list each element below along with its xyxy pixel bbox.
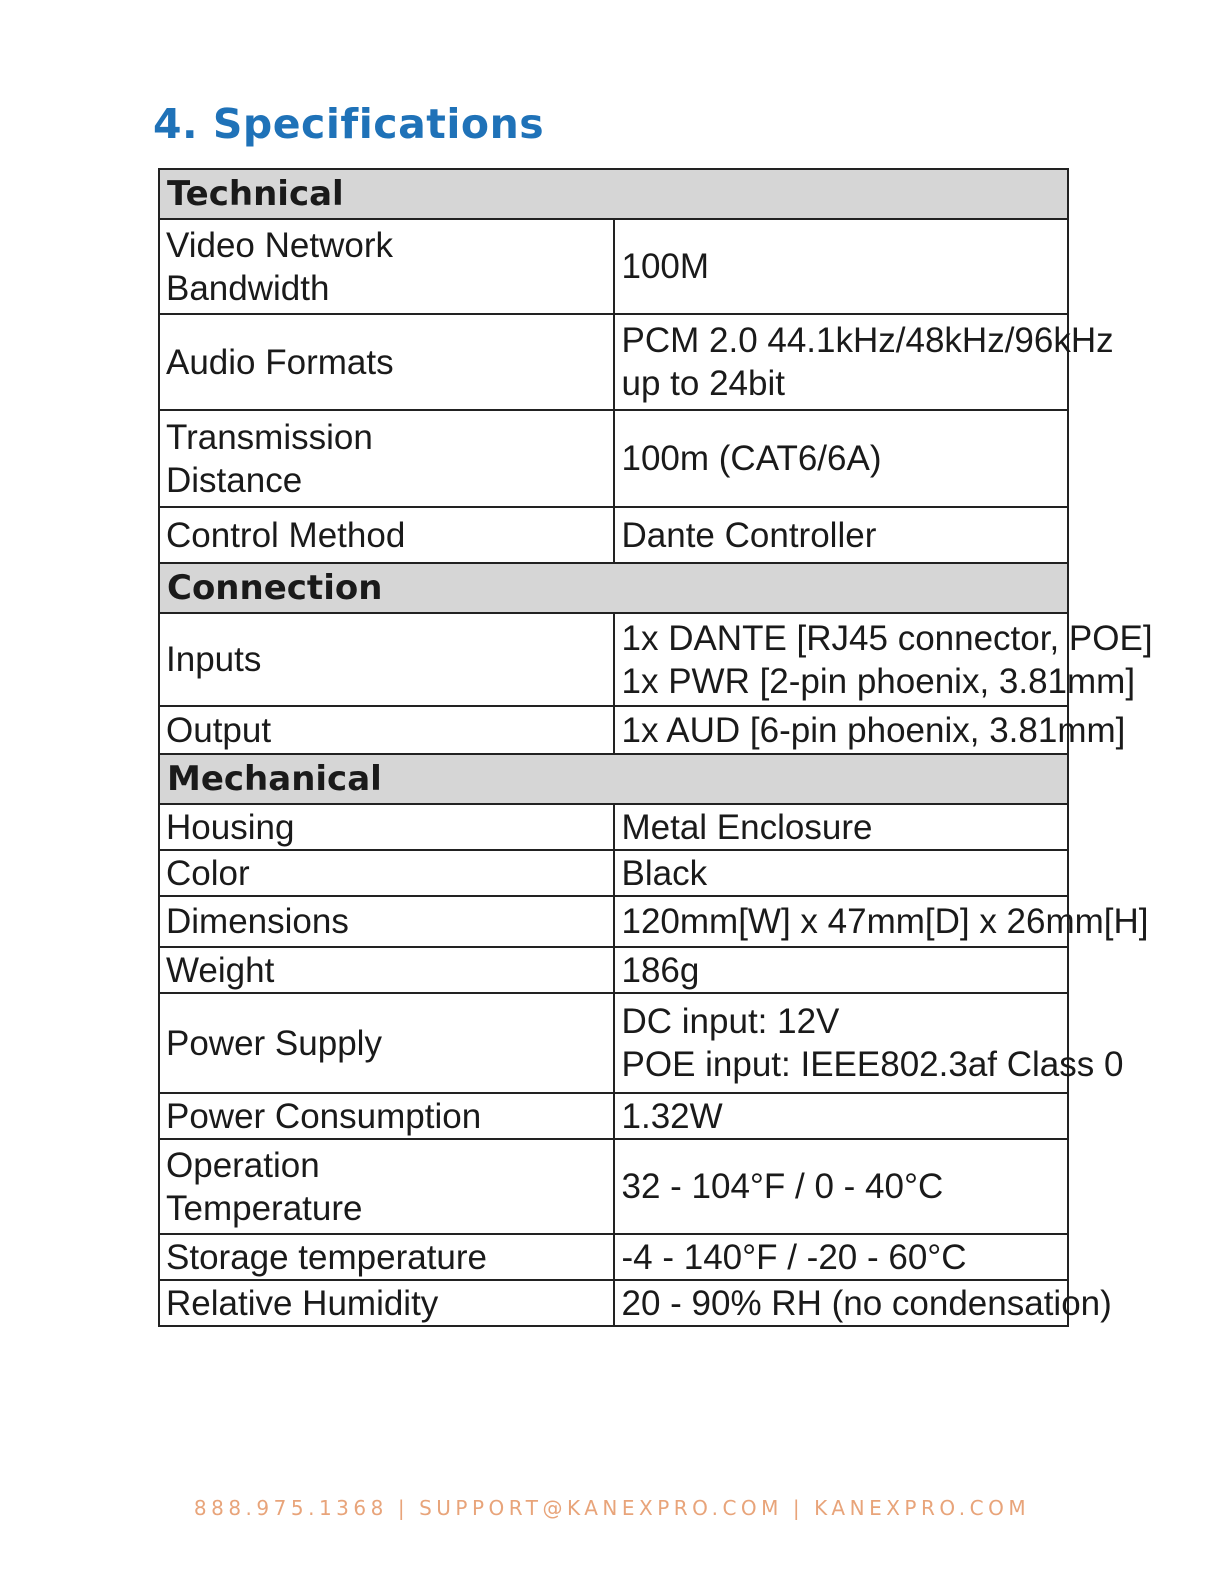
spec-label: Storage temperature xyxy=(159,1234,614,1280)
spec-value: 32 - 104°F / 0 - 40°C xyxy=(614,1139,1069,1234)
spec-row-operation-temperature xyxy=(159,1139,1068,1234)
footer-separator: | xyxy=(397,1496,410,1520)
footer-phone: 888.975.1368 xyxy=(193,1496,388,1520)
section-header-connection xyxy=(159,563,1068,613)
spec-row-control-method xyxy=(159,507,1068,563)
spec-value: Dante Controller xyxy=(614,507,1069,563)
spec-value: 100M xyxy=(614,219,1069,314)
spec-value: 1x DANTE [RJ45 connector, POE] 1x PWR [2-pin phoenix, 3.81mm] xyxy=(614,613,1069,706)
spec-row-storage-temperature xyxy=(159,1234,1068,1280)
spec-label: Transmission Distance xyxy=(159,410,614,507)
spec-label: Output xyxy=(159,706,614,754)
footer-separator: | xyxy=(792,1496,805,1520)
spec-value: 1.32W xyxy=(614,1093,1069,1139)
spec-row-color xyxy=(159,850,1068,896)
spec-label: Power Consumption xyxy=(159,1093,614,1139)
spec-row-weight xyxy=(159,947,1068,993)
spec-row-relative-humidity xyxy=(159,1280,1068,1326)
spec-value: -4 - 140°F / -20 - 60°C xyxy=(614,1234,1069,1280)
spec-value: 120mm[W] x 47mm[D] x 26mm[H] xyxy=(614,896,1069,947)
spec-label: Dimensions xyxy=(159,896,614,947)
spec-value: DC input: 12V POE input: IEEE802.3af Class 0 xyxy=(614,993,1069,1093)
spec-label: Audio Formats xyxy=(159,314,614,410)
spec-label: Housing xyxy=(159,804,614,850)
spec-value: PCM 2.0 44.1kHz/48kHz/96kHz up to 24bit xyxy=(614,314,1069,410)
spec-value: 100m (CAT6/6A) xyxy=(614,410,1069,507)
section-header-technical xyxy=(159,169,1068,219)
spec-value: 186g xyxy=(614,947,1069,993)
spec-row-power-consumption xyxy=(159,1093,1068,1139)
spec-label: Operation Temperature xyxy=(159,1139,614,1234)
page-footer xyxy=(0,1496,1224,1520)
section-heading: Technical xyxy=(159,169,1068,219)
specifications-table xyxy=(158,168,1153,1327)
section-heading: Connection xyxy=(159,563,1068,613)
spec-row-video-network-bandwidth xyxy=(159,219,1068,314)
spec-row-transmission-distance xyxy=(159,410,1068,507)
spec-row-audio-formats xyxy=(159,314,1068,410)
spec-row-inputs xyxy=(159,613,1068,706)
spec-value: 1x AUD [6-pin phoenix, 3.81mm] xyxy=(614,706,1069,754)
spec-row-housing xyxy=(159,804,1068,850)
spec-row-output xyxy=(159,706,1068,754)
spec-value: 20 - 90% RH (no condensation) xyxy=(614,1280,1069,1326)
footer-website: KANEXPRO.COM xyxy=(814,1496,1031,1520)
spec-label: Control Method xyxy=(159,507,614,563)
spec-label: Weight xyxy=(159,947,614,993)
spec-label: Relative Humidity xyxy=(159,1280,614,1326)
page-title: 4. Specifications xyxy=(153,100,545,148)
spec-label: Video Network Bandwidth xyxy=(159,219,614,314)
spec-row-dimensions xyxy=(159,896,1068,947)
spec-label: Inputs xyxy=(159,613,614,706)
spec-value: Metal Enclosure xyxy=(614,804,1069,850)
spec-label: Color xyxy=(159,850,614,896)
footer-email: SUPPORT@KANEXPRO.COM xyxy=(419,1496,783,1520)
section-header-mechanical xyxy=(159,754,1068,804)
spec-row-power-supply xyxy=(159,993,1068,1093)
spec-value: Black xyxy=(614,850,1069,896)
section-heading: Mechanical xyxy=(159,754,1068,804)
spec-label: Power Supply xyxy=(159,993,614,1093)
